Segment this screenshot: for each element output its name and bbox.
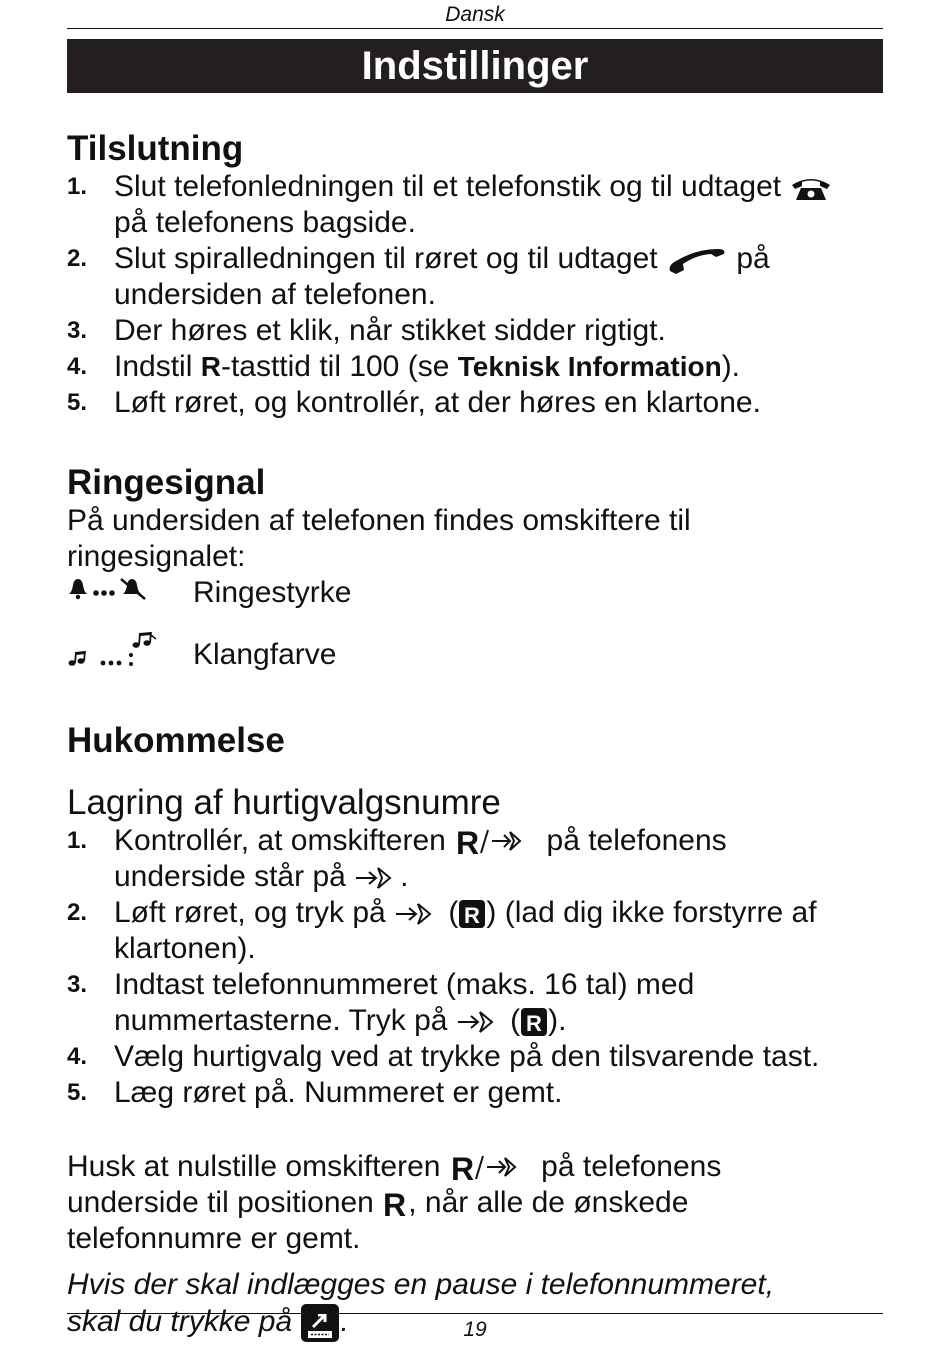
- list-item: 2. Løft røret, og tryk på ( R ) (lad dig ikke forstyrre af klartonen).: [67, 896, 817, 965]
- memory-arrow-icon: [456, 1007, 502, 1037]
- list-item: 3. Der høres et klik, når stikket sidder rigtigt.: [67, 314, 666, 347]
- page-title: Indstillinger: [67, 39, 883, 93]
- list-item: 5. Løft røret, og kontrollér, at der høres en klartone.: [67, 386, 761, 419]
- svg-text:R: R: [456, 826, 480, 859]
- footer-rule: [67, 1313, 883, 1314]
- section-heading-hukommelse: Hukommelse: [67, 721, 285, 760]
- list-item: 5. Læg røret på. Nummeret er gemt.: [67, 1076, 563, 1109]
- list-item: 2. Slut spiralledningen til røret og til udtaget på undersiden af telefonen.: [67, 242, 770, 311]
- list-item: 1. Slut telefonledningen til et telefonstik og til udtaget på telefonens bagside.: [67, 169, 883, 241]
- list-item: 4. Indstil R-tasttid til 100 (se Teknisk Information).: [67, 350, 741, 383]
- ringer-volume-row: Ringestyrke: [67, 575, 883, 611]
- svg-text:R: R: [450, 1152, 474, 1185]
- r-key-icon: [458, 899, 486, 929]
- reference-link-text: Teknisk Information: [457, 351, 722, 382]
- page-footer: [67, 1313, 883, 1342]
- r-key-label: R: [200, 351, 221, 382]
- r-memory-switch-icon: [454, 826, 538, 858]
- list-item: 4. Vælg hurtigvalg ved at trykke på den tilsvarende tast.: [67, 1040, 820, 1073]
- list-item: 3. Indtast telefonnummeret (maks. 16 tal) med nummertasterne. Tryk på ( R ).: [67, 968, 695, 1037]
- list-item: 1. Kontrollér, at omskifteren R på telefonens underside står på .: [67, 824, 727, 893]
- svg-text:R: R: [464, 903, 481, 929]
- handset-icon: [666, 245, 728, 275]
- memory-arrow-icon: [354, 863, 400, 893]
- language-label: Dansk: [445, 3, 505, 26]
- manual-page: [67, 0, 883, 1343]
- page-number: 19: [463, 1318, 487, 1341]
- hukommelse-steps: [67, 823, 883, 1111]
- svg-text:R: R: [526, 1011, 543, 1037]
- r-position-icon: [382, 1188, 408, 1220]
- r-key-icon: [520, 1007, 548, 1037]
- tilslutning-steps: [67, 169, 883, 421]
- svg-text:R: R: [383, 1188, 407, 1221]
- r-memory-switch-icon: [449, 1152, 533, 1184]
- bell-volume-icon: [67, 576, 149, 602]
- music-notes-icon: [67, 630, 163, 670]
- header-rule: [67, 28, 883, 29]
- telephone-icon: [789, 173, 833, 203]
- subheading-lagring: Lagring af hurtigvalgsnumre: [67, 783, 501, 822]
- section-heading-ringesignal: Ringesignal: [67, 463, 266, 502]
- reset-switch-note: Husk at nulstille omskifteren R på telefonens underside til positionen R , når alle de ønskede telefonnumre er gemt.: [67, 1150, 722, 1255]
- section-heading-tilslutning: Tilslutning: [67, 129, 244, 168]
- memory-arrow-icon: [394, 899, 440, 929]
- ringesignal-intro: På undersiden af telefonen findes omskiftere til ringesignalet:: [67, 504, 691, 573]
- pause-note: Hvis der skal indlægges en pause i telefonnummeret, skal du trykke på .: [67, 1267, 883, 1343]
- ringer-tone-row: Klangfarve: [67, 630, 883, 679]
